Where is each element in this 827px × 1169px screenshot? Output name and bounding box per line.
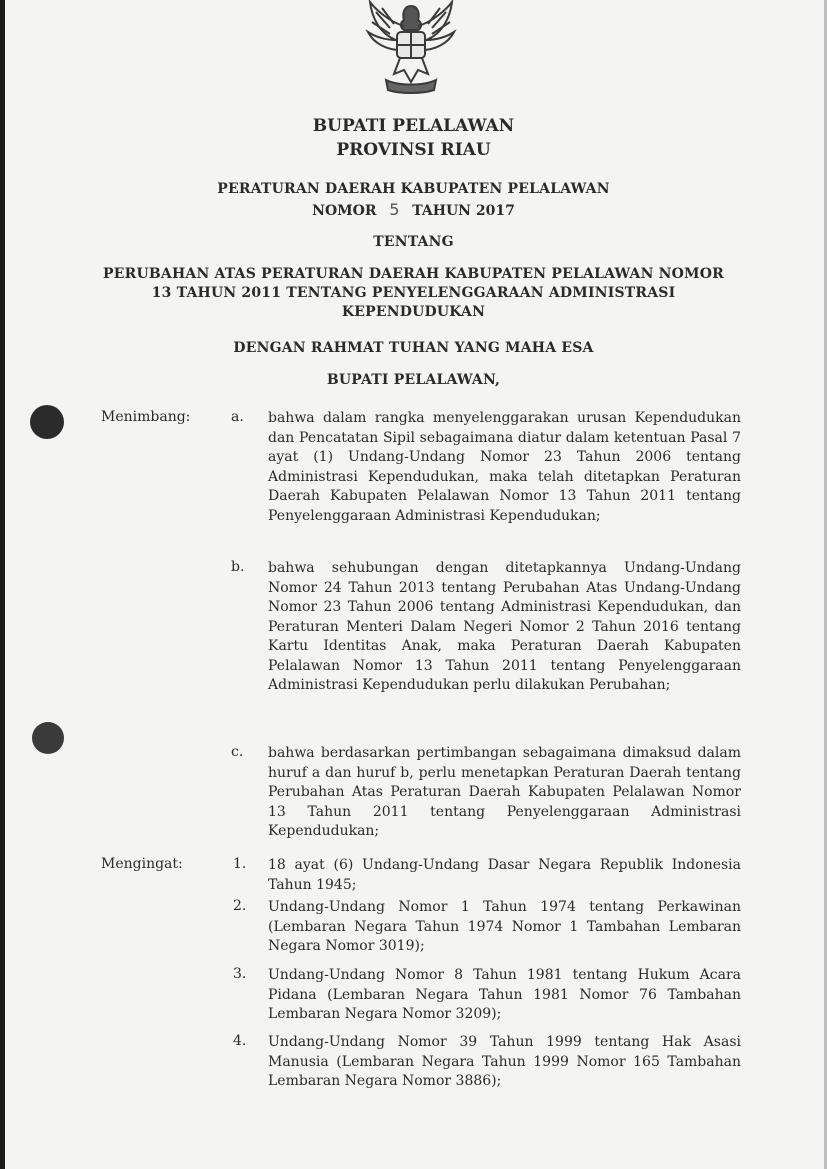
nomor-value: 5 <box>389 200 400 219</box>
mengingat-label: Mengingat: <box>101 856 183 872</box>
menimbang-item-b-text: bahwa sehubungan dengan ditetapkannya Undang-Undang Nomor 24 Tahun 2013 tentang Perubahan Atas Undang-Undang Nomor 23 Tahun 2006 tentang Administrasi Kependudukan, dan Peraturan Menteri Dalam Negeri Nomor 2 Tahun 2016 tentang Kartu Identitas Anak, maka Peraturan Daerah Kabupaten Pelalawan Nomor 13 Tahun 2011 tentang Penyelenggaraan Administrasi Kependudukan perlu dilakukan Perubahan; <box>268 560 741 693</box>
mengingat-item-1-text: 18 ayat (6) Undang-Undang Dasar Negara Republik Indonesia Tahun 1945; <box>268 857 741 893</box>
menimbang-item-b-mark: b. <box>231 559 245 575</box>
mengingat-item-2-mark: 2. <box>233 898 247 914</box>
garuda-emblem-icon <box>360 0 462 96</box>
mengingat-item-4-mark: 4. <box>233 1033 247 1049</box>
regulation-title: PERATURAN DAERAH KABUPATEN PELALAWAN <box>217 181 610 197</box>
header-office: BUPATI PELALAWAN <box>312 116 515 136</box>
tahun-label: TAHUN 2017 <box>412 203 515 219</box>
menimbang-label: Menimbang: <box>101 409 191 425</box>
issuer-line: BUPATI PELALAWAN, <box>326 372 501 388</box>
menimbang-item-c-mark: c. <box>231 744 244 760</box>
nomor-label: NOMOR <box>312 203 377 219</box>
mengingat-item-3-mark: 3. <box>233 966 247 982</box>
mengingat-item-2-text: Undang-Undang Nomor 1 Tahun 1974 tentang Perkawinan (Lembaran Negara Tahun 1974 Nomor 1 Tambahan Lembaran Negara Nomor 3019); <box>268 899 741 954</box>
menimbang-item-a-mark: a. <box>231 409 244 425</box>
mengingat-item-1-mark: 1. <box>233 856 247 872</box>
blessing-line: DENGAN RAHMAT TUHAN YANG MAHA ESA <box>233 340 594 356</box>
mengingat-item-3-text: Undang-Undang Nomor 8 Tahun 1981 tentang Hukum Acara Pidana (Lembaran Negara Tahun 1981 Nomor 76 Tambahan Lembaran Negara Nomor 3209); <box>268 967 741 1022</box>
regulation-number-line <box>0 200 827 219</box>
subject-title-line-1: PERUBAHAN ATAS PERATURAN DAERAH KABUPATEN PELALAWAN NOMOR <box>103 266 724 282</box>
punch-hole-top <box>30 405 64 439</box>
scan-edge-left <box>0 0 5 1169</box>
subject-title-line-3: KEPENDUDUKAN <box>341 304 486 320</box>
header-province: PROVINSI RIAU <box>336 140 491 160</box>
subject-title-line-2: 13 TAHUN 2011 TENTANG PENYELENGGARAAN ADMINISTRASI <box>151 285 676 301</box>
menimbang-item-c-text: bahwa berdasarkan pertimbangan sebagaimana dimaksud dalam huruf a dan huruf b, perlu menetapkan Peraturan Daerah tentang Perubahan Atas Peraturan Daerah Kabupaten Pelalawan Nomor 13 Tahun 2011 tentang Penyelenggaraan Administrasi Kependudukan; <box>268 745 741 839</box>
menimbang-item-a-text: bahwa dalam rangka menyelenggarakan urusan Kependudukan dan Pencatatan Sipil sebagaimana diatur dalam ketentuan Pasal 7 ayat (1) Undang-Undang Nomor 23 Tahun 2006 tentang Administrasi Kependudukan, maka telah ditetapkan Peraturan Daerah Kabupaten Pelalawan Nomor 13 Tahun 2011 tentang Penyelenggaraan Administrasi Kependudukan; <box>268 410 741 524</box>
punch-hole-bottom <box>32 722 64 754</box>
mengingat-item-4-text: Undang-Undang Nomor 39 Tahun 1999 tentang Hak Asasi Manusia (Lembaran Negara Tahun 1999 Nomor 165 Tambahan Lembaran Negara Nomor 3886); <box>268 1034 741 1089</box>
tentang-heading: TENTANG <box>373 234 454 250</box>
